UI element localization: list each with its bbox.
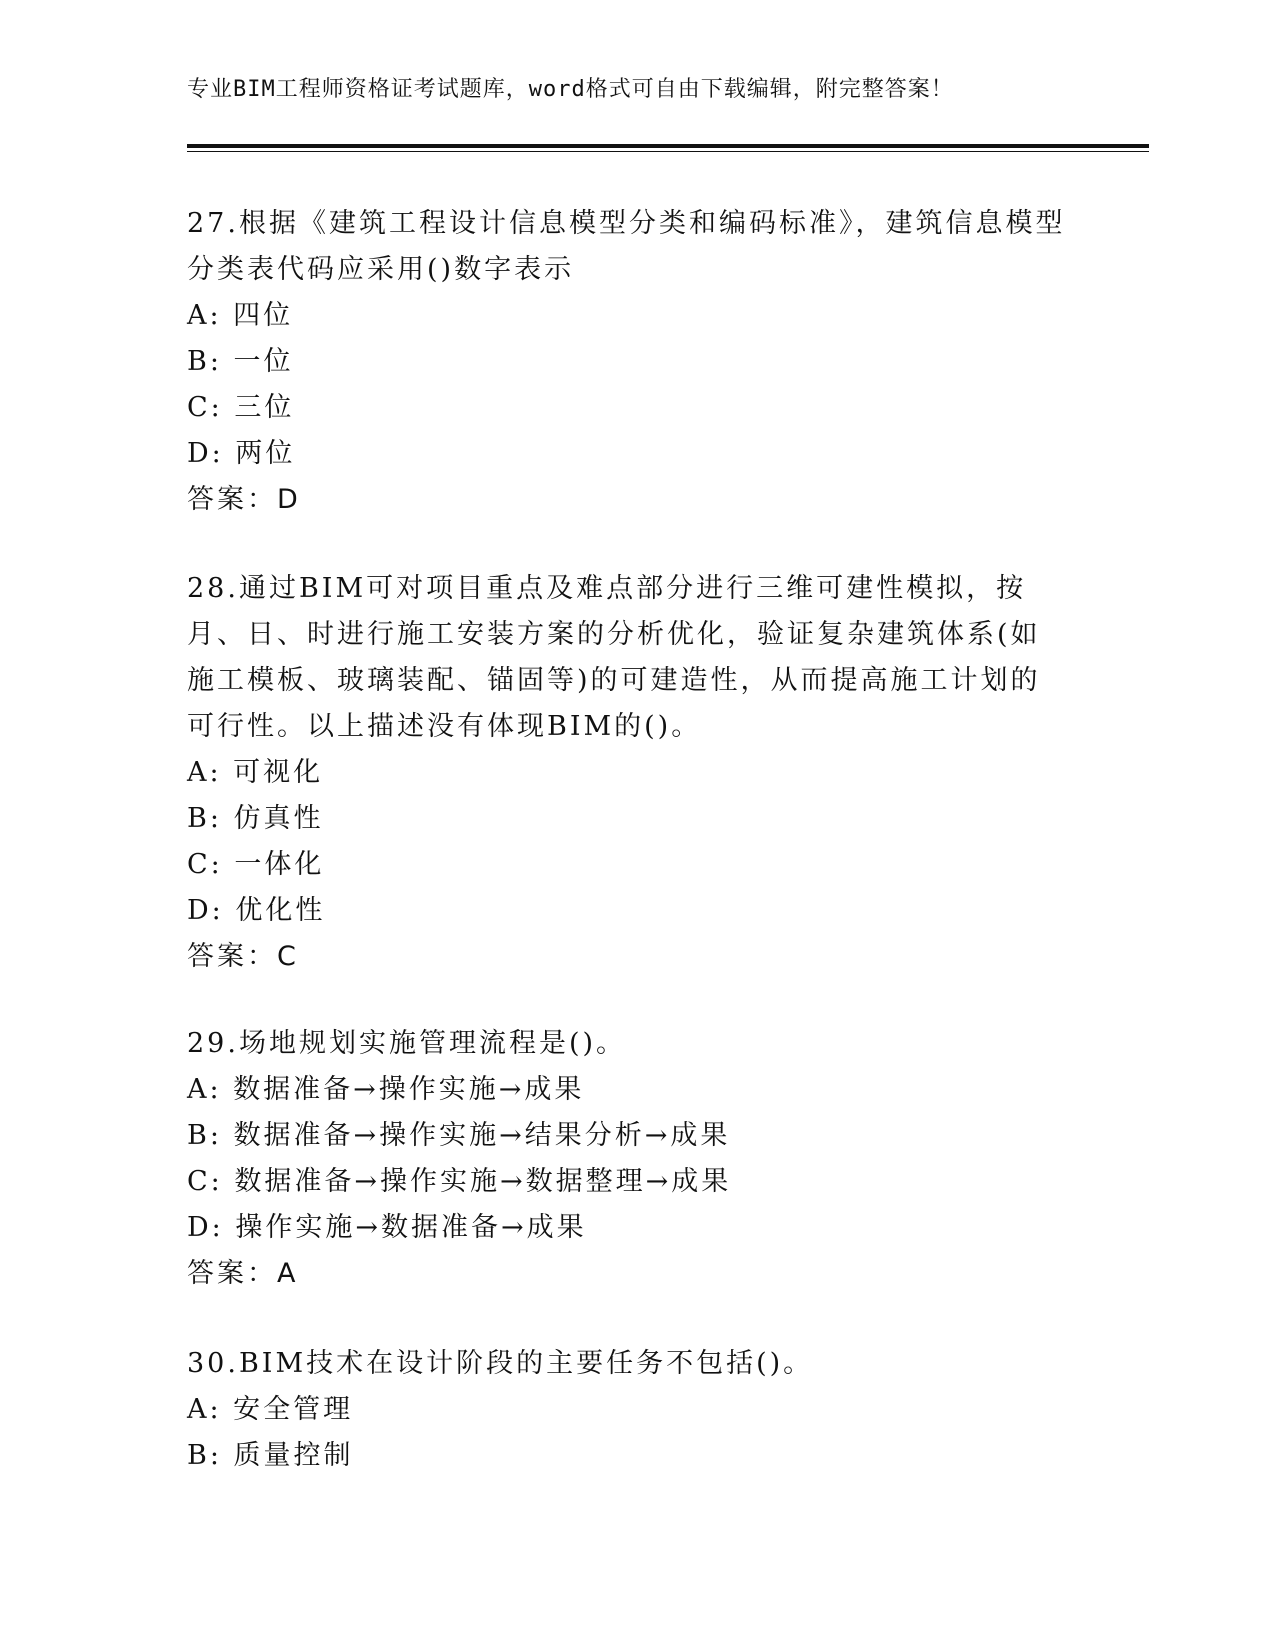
option-a: A: 四位 [187,300,294,331]
page-header: 专业BIM工程师资格证考试题库，word格式可自由下载编辑，附完整答案！ [187,77,954,102]
header-rule-thin [187,151,1149,152]
option-c: C: 三位 [187,392,295,423]
answer: 答案：D [187,484,301,515]
answer: 答案：C [187,941,299,972]
question-stem: 30.BIM技术在设计阶段的主要任务不包括()。 [187,1348,814,1379]
question-stem: 27.根据《建筑工程设计信息模型分类和编码标准》，建筑信息模型分类表代码应采用()数字表示 [187,208,1066,285]
question-27 [187,201,1067,523]
question-29 [187,1021,1067,1297]
option-a: A: 数据准备→操作实施→成果 [187,1074,585,1105]
question-stem: 29.场地规划实施管理流程是()。 [187,1028,627,1059]
header-rule-thick [187,144,1149,148]
option-d: D: 优化性 [187,895,326,926]
question-30 [187,1341,1067,1479]
option-c: C: 一体化 [187,849,325,880]
option-b: B: 仿真性 [187,803,324,834]
question-stem: 28.通过BIM可对项目重点及难点部分进行三维可建性模拟，按月、日、时进行施工安装方案的分析优化，验证复杂建筑体系(如施工模板、玻璃装配、锚固等)的可建造性，从而提高施工计划的可行性。以上描述没有体现BIM的()。 [187,573,1041,742]
question-28 [187,566,1067,980]
answer: 答案：A [187,1258,299,1289]
option-c: C: 数据准备→操作实施→数据整理→成果 [187,1166,732,1197]
option-b: B: 一位 [187,346,294,377]
option-b: B: 数据准备→操作实施→结果分析→成果 [187,1120,731,1151]
option-b: B: 质量控制 [187,1440,354,1471]
option-a: A: 可视化 [187,757,324,788]
option-d: D: 操作实施→数据准备→成果 [187,1212,587,1243]
option-a: A: 安全管理 [187,1394,354,1425]
option-d: D: 两位 [187,438,296,469]
